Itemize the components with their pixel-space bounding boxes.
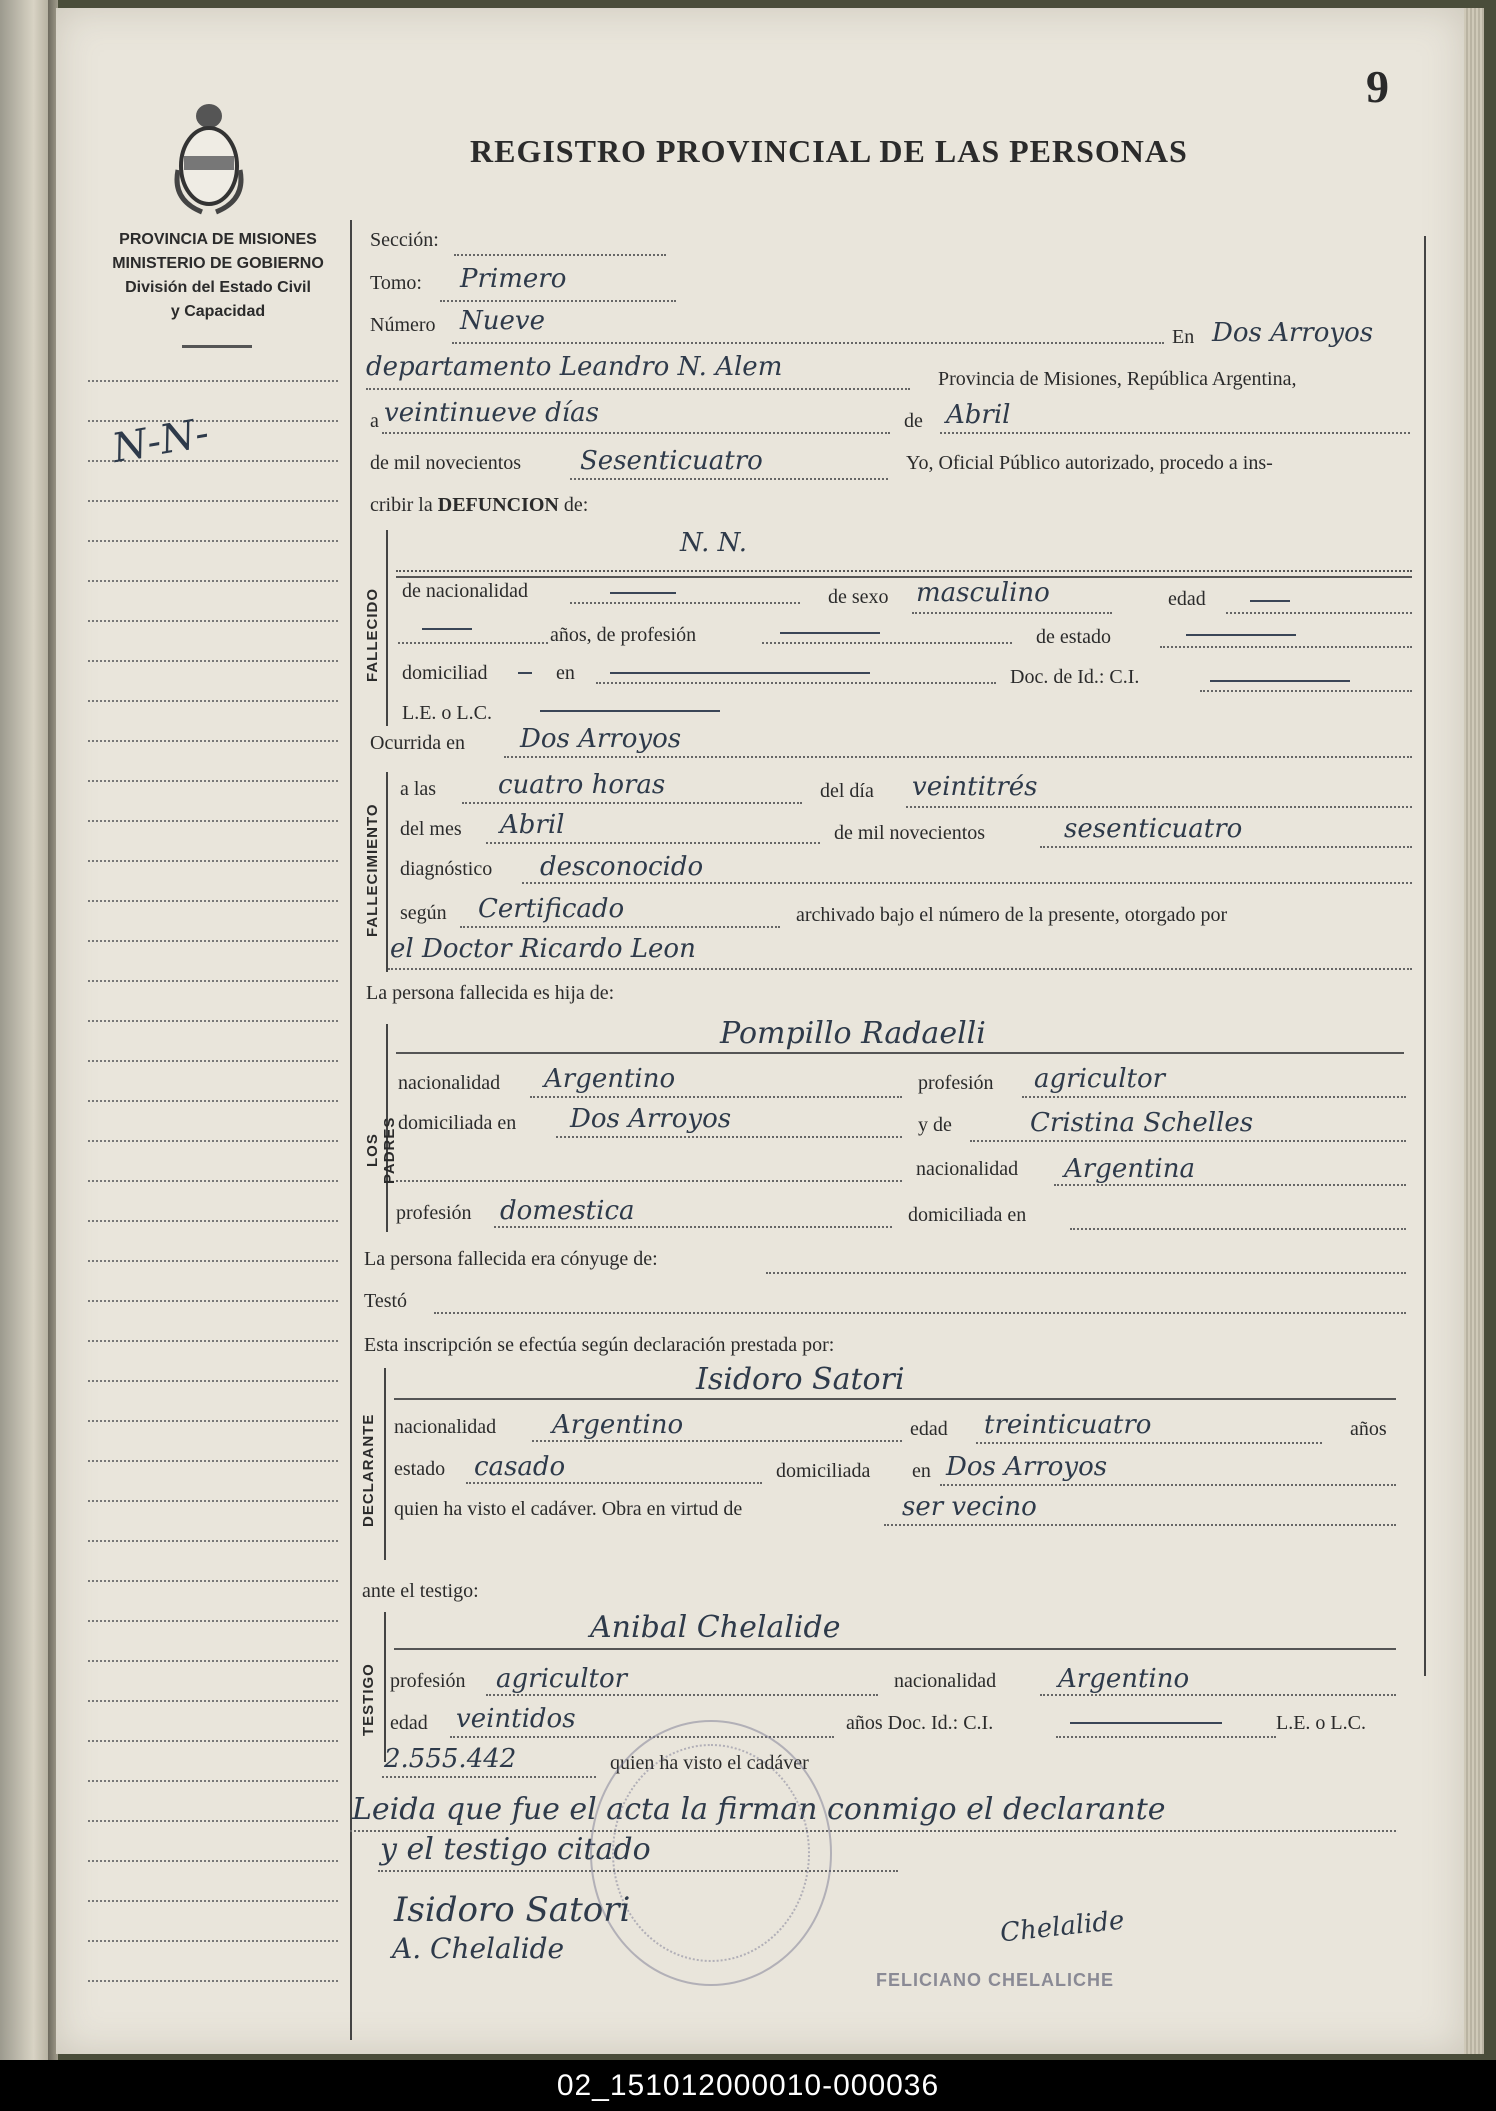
dia-fallec-value: veintitrés <box>912 772 1038 802</box>
diagnostico-value: desconocido <box>540 852 704 882</box>
padre-nac-value: Argentino <box>544 1064 676 1094</box>
d-en-label: en <box>912 1460 931 1482</box>
del-dia-label: del día <box>820 780 874 802</box>
padre-value: Pompillo Radaelli <box>720 1016 986 1051</box>
nacionalidad2-label: nacionalidad <box>916 1158 1019 1180</box>
header-ministry: MINISTERIO DE GOBIERNO <box>112 255 324 272</box>
side-label-padres: LOS PADRES <box>364 1116 398 1184</box>
numero-value: Nueve <box>460 306 545 336</box>
ante-testigo-label: ante el testigo: <box>362 1580 479 1602</box>
diagnostico-label: diagnóstico <box>400 858 493 880</box>
signature-testigo: A. Chelalide <box>392 1932 565 1965</box>
cierre-line2: y el testigo citado <box>380 1832 651 1867</box>
d-estado-label: estado <box>394 1458 446 1480</box>
lugar-value: Dos Arroyos <box>1212 318 1374 348</box>
hija-de-label: La persona fallecida es hija de: <box>366 982 615 1004</box>
domiciliada-en2-label: domiciliada en <box>908 1204 1027 1226</box>
anio-fallec-value: sesenticuatro <box>1064 814 1243 844</box>
anos-profesion-label: años, de profesión <box>550 624 697 646</box>
page-number: 9 <box>1366 61 1389 112</box>
a-las-label: a las <box>400 778 437 800</box>
dia-value: veintinueve días <box>384 398 599 428</box>
page-stack-edge <box>1464 8 1484 2054</box>
t-anos-doc-label: años Doc. Id.: C.I. <box>846 1712 994 1734</box>
side-label-fallecimiento: FALLECIMIENTO <box>364 803 381 937</box>
madre-prof-value: domestica <box>500 1196 635 1226</box>
right-border <box>1424 236 1426 1676</box>
signature-official: Chelalide <box>998 1905 1126 1949</box>
ocurrida-label: Ocurrida en <box>370 732 465 754</box>
cierre-line1: Leida que fue el acta la firman conmigo el declarante <box>352 1792 1166 1827</box>
anio-value: Sesenticuatro <box>580 446 763 476</box>
conyuge-label: La persona fallecida era cónyuge de: <box>364 1248 658 1270</box>
sexo-value: masculino <box>916 578 1050 608</box>
de-mil-label: de mil novecientos <box>370 452 522 474</box>
y-de-label: y de <box>918 1114 952 1136</box>
image-caption: 02_151012000010-000036 <box>0 2060 1496 2111</box>
nombre-value: N. N. <box>680 528 747 558</box>
decl-virtud-value: ser vecino <box>902 1492 1037 1522</box>
d-anos-label: años <box>1350 1418 1387 1440</box>
le-lc-label: L.E. o L.C. <box>402 702 492 724</box>
header-underline <box>182 345 252 348</box>
left-page-edge <box>0 0 50 2060</box>
declarante-value: Isidoro Satori <box>696 1362 905 1397</box>
de-mil2-label: de mil novecientos <box>834 822 986 844</box>
decl-dom-value: Dos Arroyos <box>946 1452 1108 1482</box>
margin-note: N-N- <box>108 409 213 473</box>
madre-value: Cristina Schelles <box>1030 1108 1254 1138</box>
cribir-label: cribir la <box>370 494 433 516</box>
mes-fallec-value: Abril <box>500 810 565 840</box>
page-title: REGISTRO PROVINCIAL DE LAS PERSONAS <box>470 133 1188 169</box>
provincia-label: Provincia de Misiones, República Argentina, <box>938 368 1297 390</box>
domiciliad-label: domiciliad <box>402 662 488 684</box>
stamp-name: FELICIANO CHELALICHE <box>876 1970 1114 1990</box>
domiciliada-en-label: domiciliada en <box>398 1112 517 1134</box>
en2-label: en <box>556 662 575 684</box>
defuncion-label: DEFUNCION <box>437 494 559 516</box>
coat-of-arms-icon <box>172 100 246 218</box>
de-nacionalidad-label: de nacionalidad <box>402 580 529 602</box>
departamento-value: departamento Leandro N. Alem <box>366 352 783 382</box>
hora-value: cuatro horas <box>498 770 666 800</box>
testigo-value: Anibal Chelalide <box>590 1610 841 1645</box>
edad-label: edad <box>1168 588 1206 610</box>
d-edad-label: edad <box>910 1418 948 1440</box>
signature-declarante: Isidoro Satori <box>394 1890 631 1930</box>
nacionalidad-label: nacionalidad <box>398 1072 501 1094</box>
a-label: a <box>370 410 379 432</box>
profesion-label: profesión <box>918 1072 994 1094</box>
header-capacity: y Capacidad <box>170 303 266 320</box>
test-nac-value: Argentino <box>1058 1664 1190 1694</box>
inscripcion-label: Esta inscripción se efectúa según declaración prestada por: <box>364 1334 835 1356</box>
doc-id-label: Doc. de Id.: C.I. <box>1010 666 1140 688</box>
ocurrida-value: Dos Arroyos <box>520 724 682 754</box>
de-sexo-label: de sexo <box>828 586 889 608</box>
header-division: División del Estado Civil <box>125 279 311 296</box>
yo-oficial-label: Yo, Oficial Público autorizado, procedo a ins- <box>906 452 1273 474</box>
side-label-testigo: TESTIGO <box>360 1663 377 1737</box>
de-estado-label: de estado <box>1036 626 1111 648</box>
tomo-value: Primero <box>460 264 567 294</box>
profesion2-label: profesión <box>396 1202 472 1224</box>
segun-label: según <box>400 902 447 924</box>
segun-value: Certificado <box>478 894 625 924</box>
t-quien-label: quien ha visto el cadáver <box>610 1752 809 1774</box>
decl-nac-value: Argentino <box>552 1410 684 1440</box>
medico-value: el Doctor Ricardo Leon <box>390 934 696 964</box>
t-profesion-label: profesión <box>390 1670 466 1692</box>
official-seal-inner <box>612 1744 810 1962</box>
d-nacionalidad-label: nacionalidad <box>394 1416 497 1438</box>
numero-label: Número <box>370 314 436 336</box>
t-le-lc-label: L.E. o L.C. <box>1276 1712 1366 1734</box>
testo-label: Testó <box>364 1290 408 1312</box>
archivado-label: archivado bajo el número de la presente, otorgado por <box>796 904 1228 926</box>
tomo-label: Tomo: <box>370 272 422 294</box>
padre-dom-value: Dos Arroyos <box>570 1104 732 1134</box>
mes-value: Abril <box>946 400 1011 430</box>
test-edad-value: veintidos <box>456 1704 576 1734</box>
test-prof-value: agricultor <box>496 1664 628 1694</box>
padre-prof-value: agricultor <box>1034 1064 1166 1094</box>
madre-nac-value: Argentina <box>1064 1154 1195 1184</box>
d-quien-label: quien ha visto el cadáver. Obra en virtud de <box>394 1498 743 1520</box>
decl-estado-value: casado <box>474 1452 566 1482</box>
side-label-fallecido: FALLECIDO <box>364 588 381 682</box>
en-label: En <box>1172 326 1195 348</box>
header-province: PROVINCIA DE MISIONES <box>119 231 317 248</box>
test-doc-value: 2.555.442 <box>384 1744 517 1774</box>
del-mes-label: del mes <box>400 818 462 840</box>
de-label: de <box>904 410 923 432</box>
t-nacionalidad-label: nacionalidad <box>894 1670 997 1692</box>
de-colon-label: de: <box>563 494 589 516</box>
t-edad-label: edad <box>390 1712 428 1734</box>
seccion-label: Sección: <box>370 229 439 251</box>
side-label-declarante: DECLARANTE <box>360 1413 377 1527</box>
d-domiciliada-label: domiciliada <box>776 1460 871 1482</box>
decl-edad-value: treinticuatro <box>984 1410 1152 1440</box>
left-column-divider <box>350 220 352 2040</box>
